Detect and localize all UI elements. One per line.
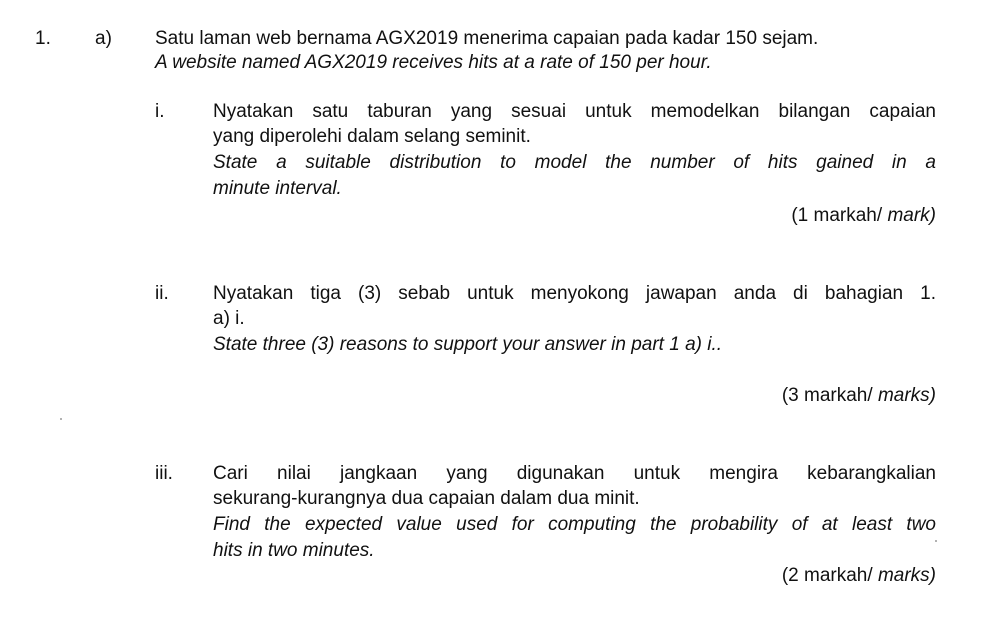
question-number: 1. <box>35 28 51 49</box>
subpart-iii-malay-line2: sekurang-kurangnya dua capaian dalam dua minit. <box>213 488 640 509</box>
subpart-iii-malay-line1: Cari nilai jangkaan yang digunakan untuk mengira kebarangkalian <box>213 463 936 484</box>
subpart-iii-marks-malay: (2 markah/ <box>781 565 873 586</box>
subpart-i-english-line1: State a suitable distribution to model the number of hits gained in a <box>213 152 936 173</box>
subpart-i-marks <box>791 205 936 227</box>
subpart-i-english-line2: minute interval. <box>213 178 342 199</box>
subpart-i-malay-line2: yang diperolehi dalam selang seminit. <box>213 126 531 147</box>
scan-speck <box>60 418 62 420</box>
subpart-ii-malay-line2: a) i. <box>213 308 245 329</box>
subpart-iii-english-line2: hits in two minutes. <box>213 540 375 561</box>
subpart-iii-label: iii. <box>155 463 173 484</box>
subpart-ii-label: ii. <box>155 283 169 304</box>
subpart-ii-malay-line1: Nyatakan tiga (3) sebab untuk menyokong jawapan anda di bahagian 1. <box>213 283 936 304</box>
subpart-i-marks-malay: (1 markah/ <box>791 205 883 226</box>
subpart-ii-english-line1: State three (3) reasons to support your answer in part 1 a) i.. <box>213 334 723 355</box>
subpart-iii-english-line1: Find the expected value used for computing the probability of at least two <box>213 514 936 535</box>
subpart-ii-marks <box>782 385 936 407</box>
subpart-ii-marks-malay: (3 markah/ <box>781 385 873 406</box>
subpart-i-marks-english: mark) <box>887 205 936 226</box>
subpart-ii-marks-english: marks) <box>877 385 936 406</box>
intro-malay: Satu laman web bernama AGX2019 menerima capaian pada kadar 150 sejam. <box>155 28 819 49</box>
scan-speck <box>935 540 937 542</box>
subpart-i-label: i. <box>155 101 165 122</box>
subpart-iii-marks <box>782 565 936 587</box>
intro-english: A website named AGX2019 receives hits at a rate of 150 per hour. <box>155 52 712 73</box>
subpart-iii-marks-english: marks) <box>877 565 936 586</box>
subpart-i-malay-line1: Nyatakan satu taburan yang sesuai untuk memodelkan bilangan capaian <box>213 101 936 122</box>
question-part-label: a) <box>95 28 112 49</box>
